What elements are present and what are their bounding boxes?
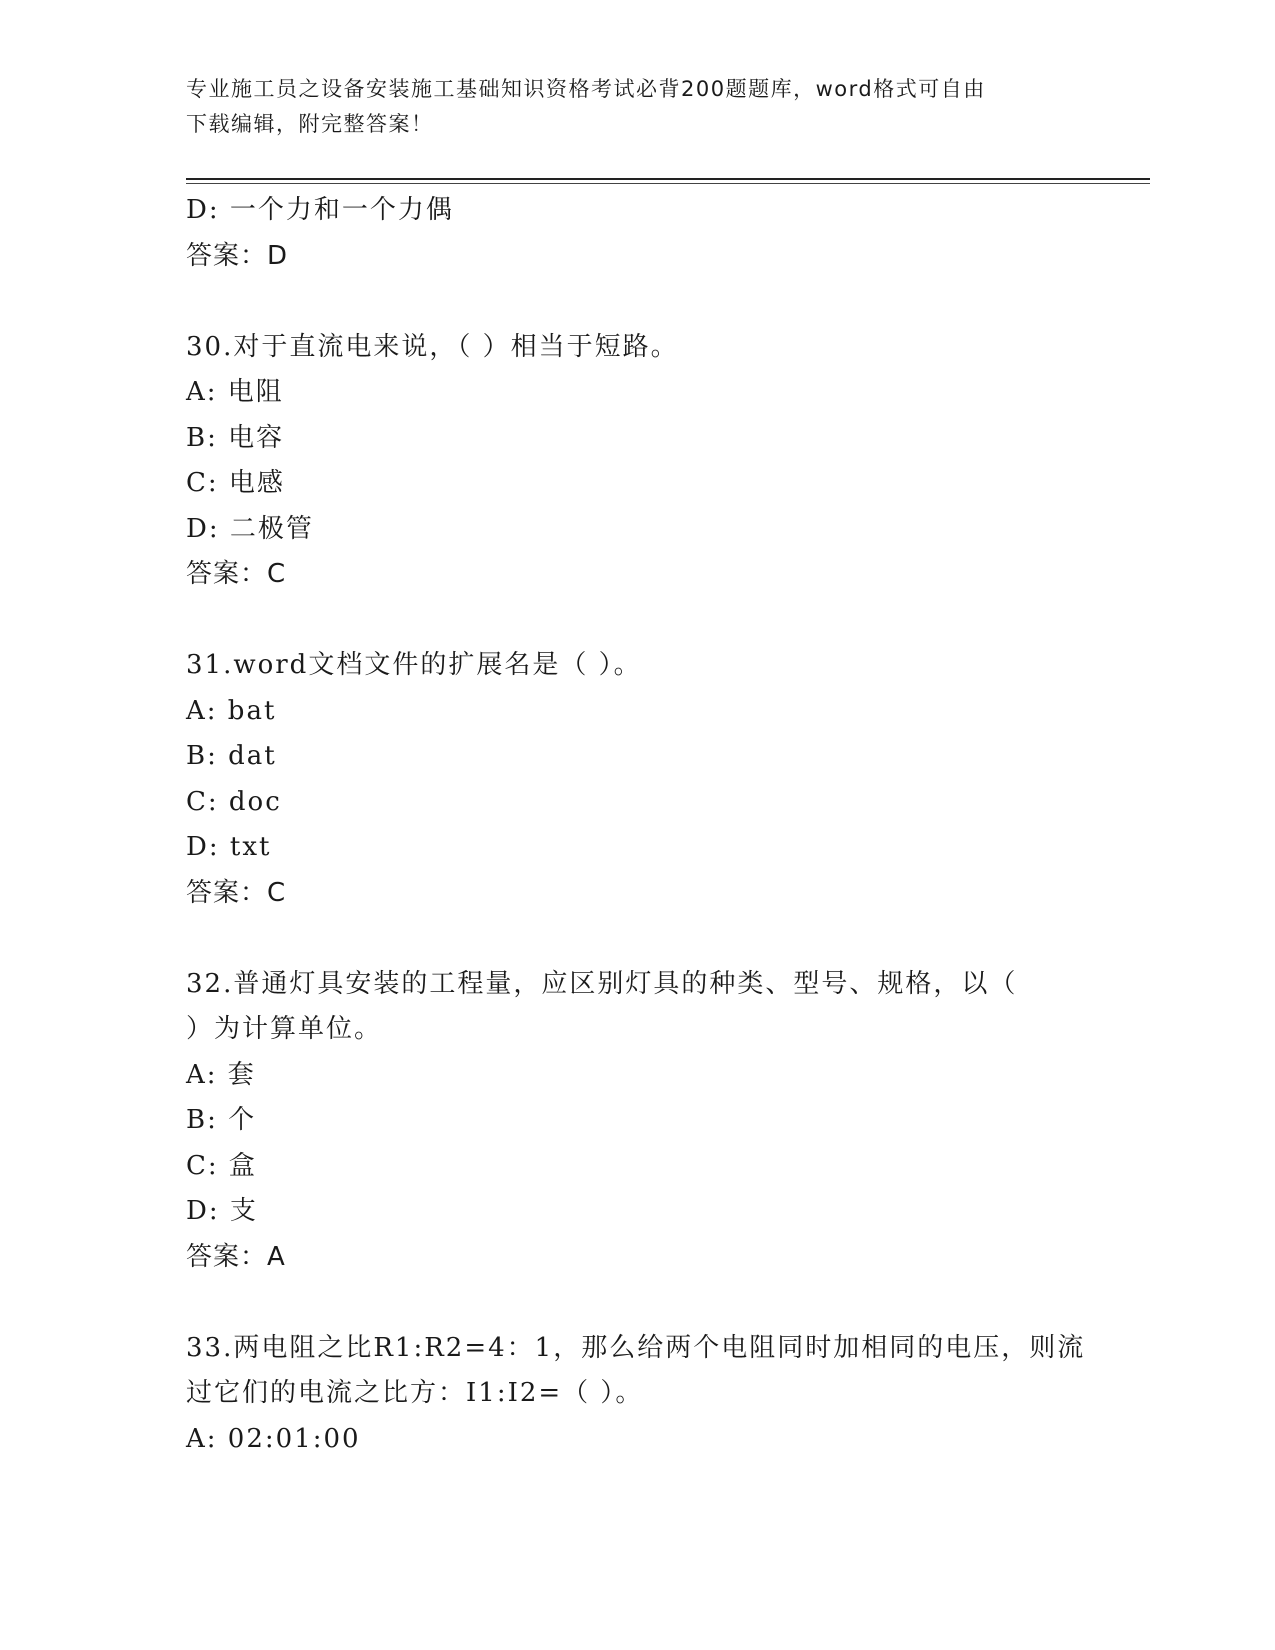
answer-line: 答案：A <box>186 1241 286 1272</box>
question-stem-continued: 过它们的电流之比方：I1:I2=（ ）。 <box>186 1378 644 1408</box>
option-d: D: 二极管 <box>186 513 314 544</box>
header-rule-thick <box>186 178 1150 180</box>
question-list <box>186 188 1086 1462</box>
option-a: A: 电阻 <box>186 377 284 407</box>
question-stem: 33.两电阻之比R1:R2=4：1，那么给两个电阻同时加相同的电压，则流 <box>186 1332 1086 1363</box>
spacer <box>186 598 1086 644</box>
spacer <box>186 916 1086 962</box>
question-stem: 32.普通灯具安装的工程量，应区别灯具的种类、型号、规格，以（ <box>186 968 1018 999</box>
header-rule-thin <box>186 183 1150 184</box>
question-33 <box>186 1326 1086 1463</box>
option-a: A: bat <box>186 695 277 726</box>
spacer <box>186 1280 1086 1326</box>
header-line-2: 下载编辑，附完整答案！ <box>186 112 434 136</box>
option-d: D: txt <box>186 832 272 862</box>
option-b: B: 电容 <box>186 422 285 453</box>
question-stem-continued: ）为计算单位。 <box>186 1014 383 1044</box>
question-31 <box>186 643 1086 916</box>
question-30 <box>186 325 1086 598</box>
question-32 <box>186 962 1086 1281</box>
option-d: D: 一个力和一个力偶 <box>186 195 454 225</box>
option-b: B: 个 <box>186 1105 257 1135</box>
option-a: A: 02:01:00 <box>186 1423 361 1454</box>
option-c: C: 电感 <box>186 468 285 498</box>
document-header <box>186 72 1066 142</box>
question-stem: 31.word文档文件的扩展名是（ ）。 <box>186 650 642 680</box>
answer-line: 答案：C <box>186 559 287 589</box>
question-stem: 30.对于直流电来说，（ ）相当于短路。 <box>186 331 679 362</box>
option-c: C: doc <box>186 786 282 817</box>
option-b: B: dat <box>186 741 277 771</box>
answer-line: 答案：D <box>186 240 289 271</box>
option-c: C: 盒 <box>186 1150 257 1181</box>
answer-line: 答案：C <box>186 877 287 908</box>
header-line-1: 专业施工员之设备安装施工基础知识资格考试必背200题题库，word格式可自由 <box>186 77 986 101</box>
spacer <box>186 279 1086 325</box>
option-a: A: 套 <box>186 1059 256 1090</box>
option-d: D: 支 <box>186 1196 258 1226</box>
